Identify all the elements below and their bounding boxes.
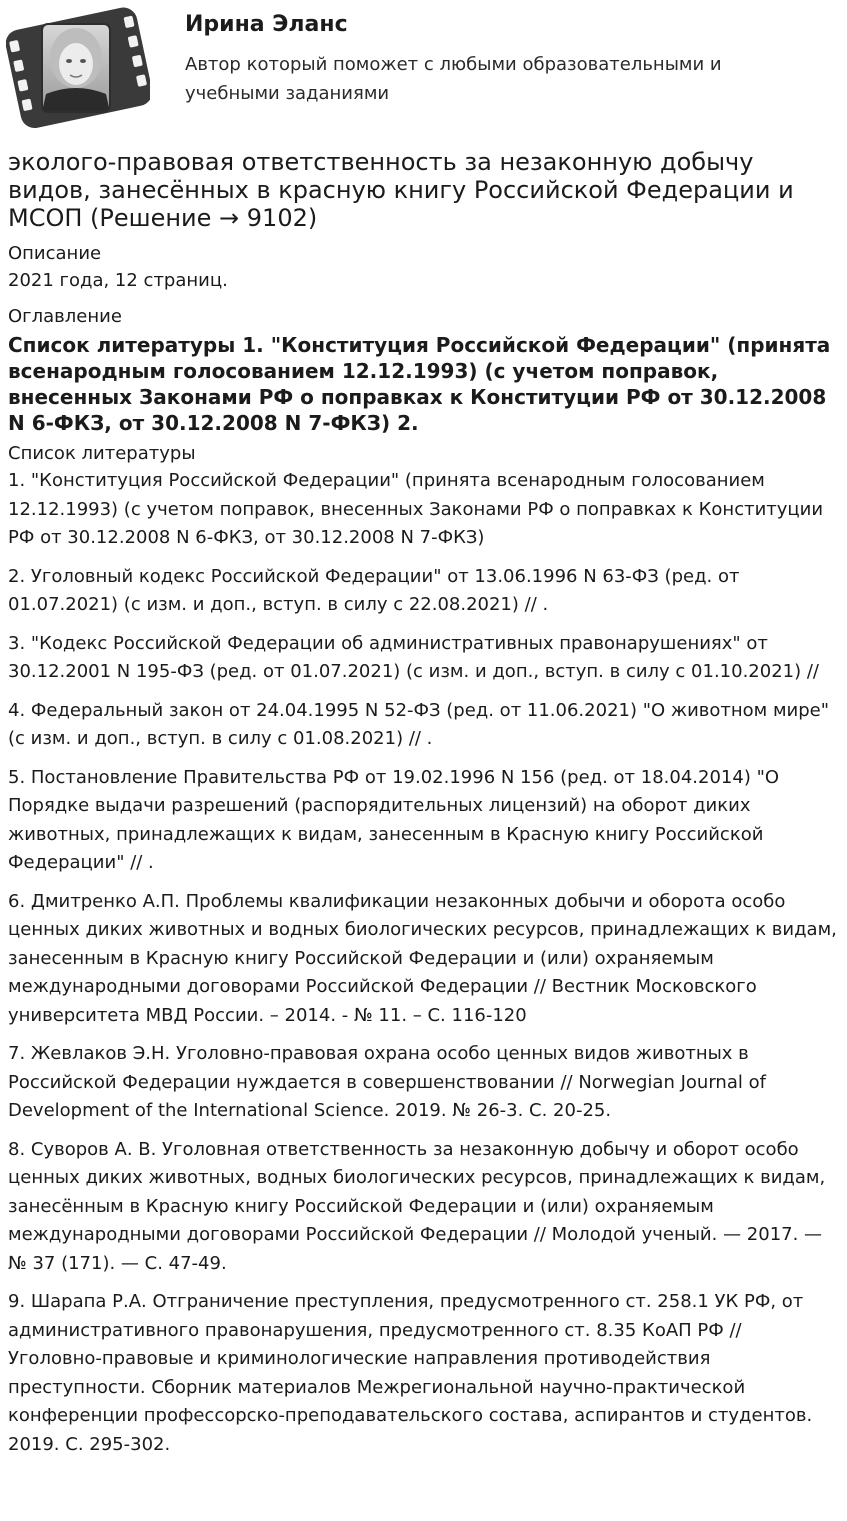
list-item: 2. Уголовный кодекс Российской Федерации" от 13.06.1996 N 63-ФЗ (ред. от 01.07.2021) (с изм. и доп., вступ. в силу с 22.08.2021) // . (8, 565, 740, 615)
list-item: 9. Шарапа Р.А. Отграничение преступления, предусмотренного ст. 258.1 УК РФ, от административного правонарушения, предусмотренного ст. 8.35 КоАП РФ // Уголовно-правовые и криминологические направления противодействия преступности. Сборник материалов Межрегиональной научно-практической конференции профессорско-преподавательского состава, аспирантов и студентов. 2019. С. 295-302. (8, 1291, 813, 1455)
list-item: 3. "Кодекс Российской Федерации об административных правонарушениях" от 30.12.2001 N 195-ФЗ (ред. от 01.07.2021) (с изм. и доп., вступ. в силу с 01.10.2021) // (8, 632, 819, 682)
references-list (8, 467, 838, 1459)
author-name[interactable]: Ирина Эланс (185, 12, 348, 37)
list-item: 1. "Конституция Российской Федерации" (принята всенародным голосованием 12.12.1993) (с учетом поправок, внесенных Законами РФ о поправках к Конституции РФ от 30.12.2008 N 6-ФКЗ, от 30.12.2008 N 7-ФКЗ) (8, 470, 824, 548)
list-item: 6. Дмитренко А.П. Проблемы квалификации незаконных добычи и оборота особо ценных диких животных и водных биологических ресурсов, принадлежащих к видам, занесенным в Красную книгу Российской Федерации и (или) охраняемым международными договорами Российской Федерации // Вестник Московского университета МВД России. – 2014. - № 11. – С. 116-120 (8, 890, 837, 1026)
person-photo-icon (6, 6, 150, 130)
toc-label: Оглавление (8, 306, 122, 327)
avatar[interactable] (6, 6, 150, 130)
document-content (8, 148, 838, 1469)
list-item: 7. Жевлаков Э.Н. Уголовно-правовая охрана особо ценных видов животных в Российской Федерации нуждается в совершенствовании // Norwegian Journal of Development of the International Science. 2019. № 26-3. С. 20-25. (8, 1043, 766, 1121)
references-label: Список литературы (8, 443, 196, 464)
list-item: 8. Суворов А. В. Уголовная ответственность за незаконную добычу и оборот особо ценных диких животных, водных биологических ресурсов, принадлежащих к видам, занесённым в Красную книгу Российской Федерации и (или) охраняемым международными договорами Российской Федерации // Молодой ученый. — 2017. — № 37 (171). — С. 47-49. (8, 1138, 826, 1274)
page-title: эколого-правовая ответственность за незаконную добычу видов, занесённых в красную книгу Российской Федерации и МСОП (Решение → 9102) (8, 148, 794, 232)
description-label: Описание (8, 243, 102, 264)
author-description: Автор который поможет с любыми образовательными и учебными заданиями (185, 54, 722, 104)
author-header (0, 0, 847, 135)
toc-summary: Список литературы 1. "Конституция Российской Федерации" (принята всенародным голосованием 12.12.1993) (с учетом поправок, внесенных Законами РФ о поправках к Конституции РФ от 30.12.2008 N 6-ФКЗ, от 30.12.2008 N 7-ФКЗ) 2. (8, 333, 831, 435)
list-item: 5. Постановление Правительства РФ от 19.02.1996 N 156 (ред. от 18.04.2014) "О Порядке выдачи разрешений (распорядительных лицензий) на оборот диких животных, принадлежащих к видам, занесенным в Красную книгу Российской Федерации" // . (8, 766, 780, 873)
description-text: 2021 года, 12 страниц. (8, 270, 228, 291)
list-item: 4. Федеральный закон от 24.04.1995 N 52-ФЗ (ред. от 11.06.2021) "О животном мире" (с изм. и доп., вступ. в силу с 01.08.2021) // . (8, 699, 830, 749)
